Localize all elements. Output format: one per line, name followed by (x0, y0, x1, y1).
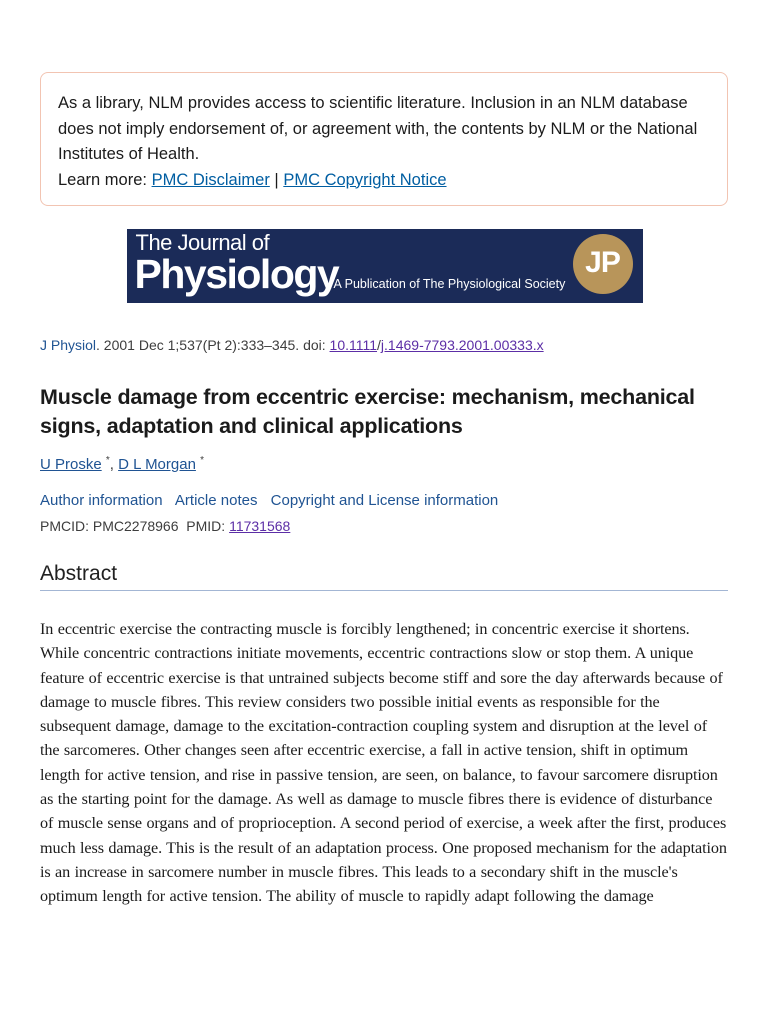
article-title: Muscle damage from eccentric exercise: mechanism, mechanical signs, adaptation and clinical applications (40, 385, 695, 438)
article-ids (40, 518, 728, 534)
author-information-toggle[interactable]: Author information (40, 492, 163, 509)
author-list (40, 455, 728, 473)
citation-line (40, 337, 728, 357)
nlm-disclaimer-notice (40, 72, 728, 206)
author-link[interactable]: U Proske (40, 456, 102, 473)
journal-link[interactable]: J Physiol (40, 337, 97, 353)
article-info-links (40, 492, 728, 512)
journal-banner-wrapper (40, 229, 728, 303)
jp-logo-icon: JP (573, 234, 633, 294)
pmid-link[interactable]: 11731568 (229, 518, 291, 534)
doi-slash: / (377, 337, 381, 353)
article-page (40, 72, 728, 909)
article-notes-toggle[interactable]: Article notes (174, 492, 258, 509)
pmc-copyright-link[interactable]: PMC Copyright Notice (283, 170, 447, 189)
link-separator: | (274, 170, 279, 189)
abstract-heading: Abstract (40, 562, 728, 591)
banner-publisher: A Publication of The Physiological Society (333, 277, 566, 291)
author-link[interactable]: D L Morgan (118, 456, 196, 473)
copyright-license-toggle[interactable]: Copyright and License information (270, 492, 499, 509)
abstract-text: In eccentric exercise the contracting muscle is forcibly lengthened; in concentric exercise it shortens. While concentric contractions initiate movements, eccentric contractions slow or stop them. A unique feature of eccentric exercise is that untrained subjects become stiff and sore the day afterwards because of damage to muscle fibres. This review considers two possible initial events as responsible for the subsequent damage, damage to the excitation-contraction coupling system and disruption at the level of the sarcomeres. Other changes seen after eccentric exercise, a fall in active tension, shift in optimum length for active tension, and rise in passive tension, are seen, on balance, to favour sarcomere disruption as the starting point for the damage. As well as damage to muscle fibres there is evidence of disturbance of muscle sense organs and of proprioception. A second period of exercise, a week after the first, produces much less damage. This is the result of an adaptation process. One proposed mechanism for the adaptation is an increase in sarcomere number in muscle fibres. This leads to a secondary shift in the muscle's optimum length for active tension. The ability of muscle to rapidly adapt following the damage (40, 620, 727, 906)
learn-more-label: Learn more: (58, 170, 147, 189)
pmc-disclaimer-link[interactable]: PMC Disclaimer (151, 170, 270, 189)
banner-line1: The Journal of (135, 230, 270, 255)
journal-banner[interactable] (127, 229, 643, 303)
citation-details: . 2001 Dec 1;537(Pt 2):333–345. doi: (96, 337, 330, 353)
banner-line2: Physiology (134, 251, 339, 297)
doi-suffix-link[interactable]: j.1469-7793.2001.00333.x (380, 337, 544, 353)
author-separator: , (109, 456, 119, 473)
author-mark[interactable]: * (200, 455, 204, 466)
pmcid-value: PMC2278966 (92, 518, 179, 534)
doi-prefix-link[interactable]: 10.1111 (329, 337, 378, 353)
notice-text: As a library, NLM provides access to scientific literature. Inclusion in an NLM database does not imply endorsement of, or agreement with, the contents by NLM or the National Institutes of Health. (58, 94, 698, 163)
pmid-label: PMID: (186, 518, 230, 534)
author-mark[interactable]: * (105, 455, 110, 466)
pmcid-label: PMCID: (40, 518, 93, 534)
